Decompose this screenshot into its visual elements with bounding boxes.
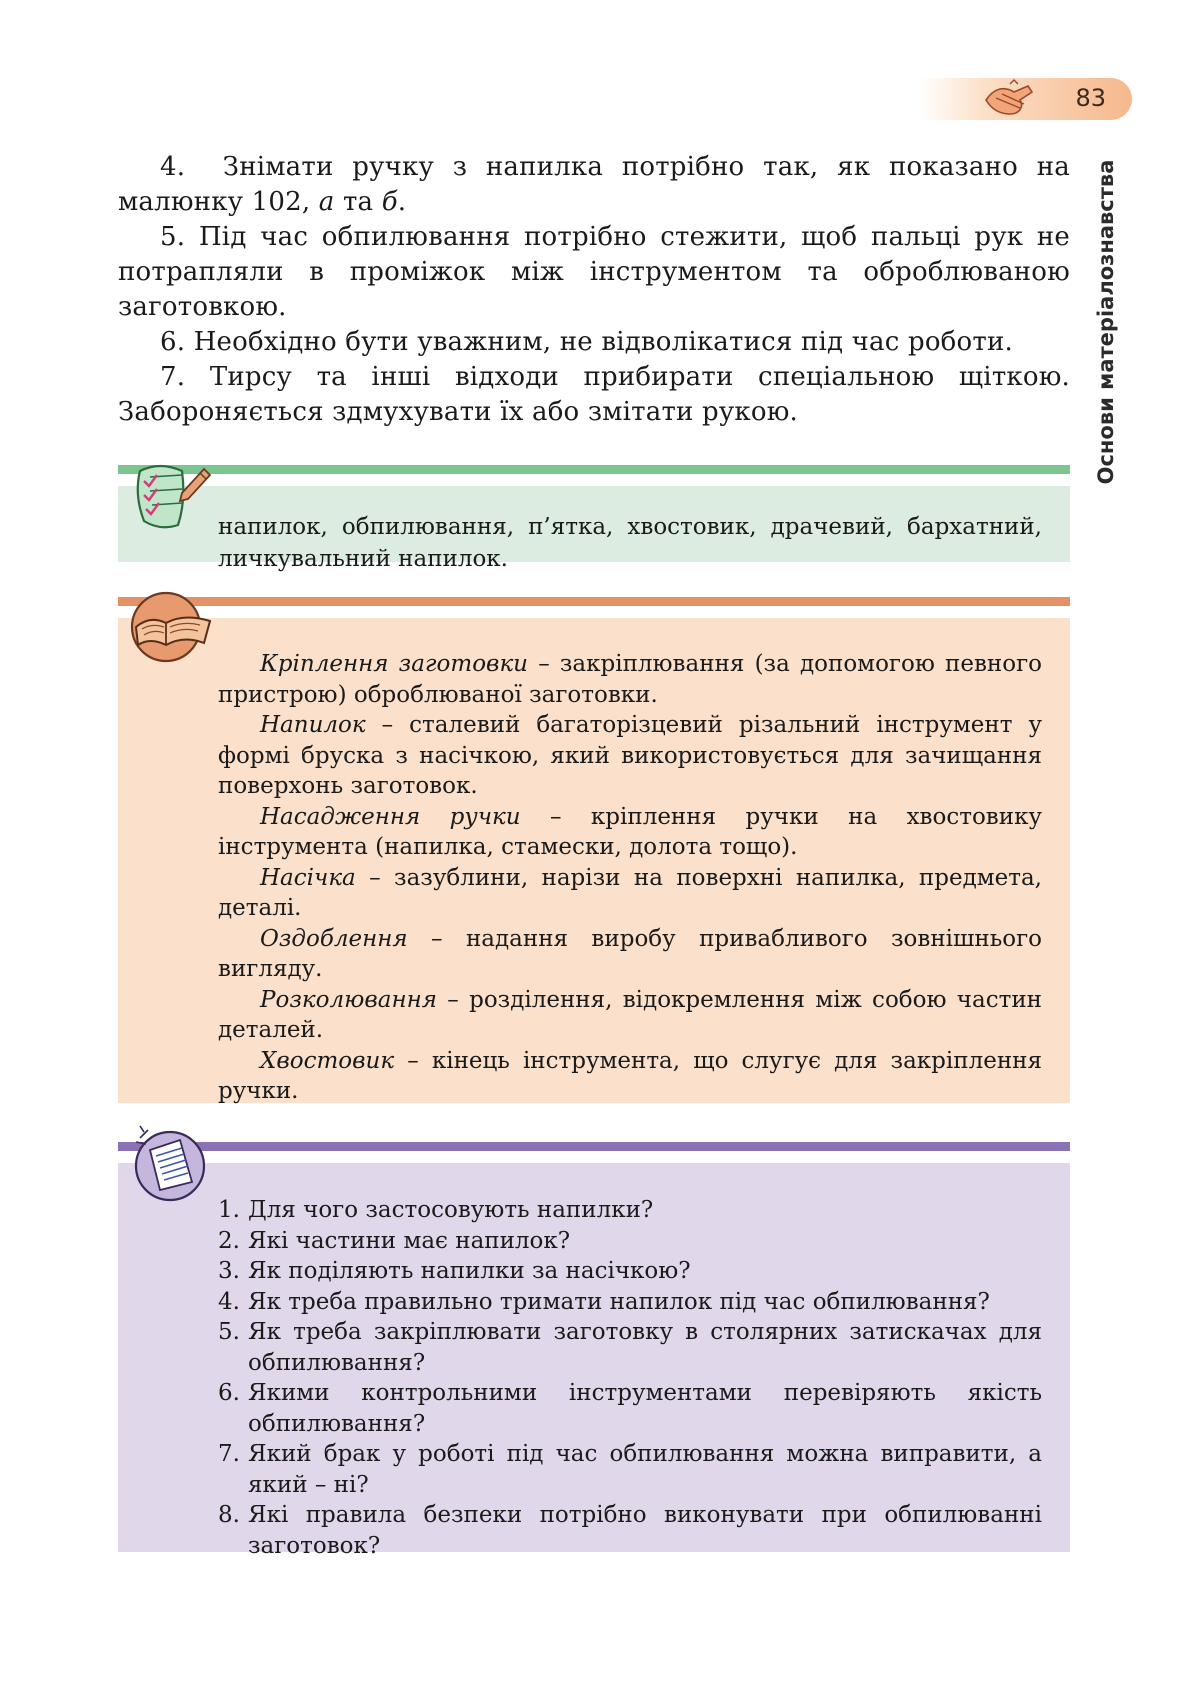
hands-with-tool-icon: [980, 78, 1038, 120]
question-item: 6. Якими контрольними інструментами перевіряють якість обпилювання?: [218, 1380, 1042, 1437]
question-item: 5. Як треба закріплювати заготовку в столярних затискачах для обпилювання?: [218, 1319, 1042, 1376]
document-with-lines-icon: [126, 1120, 216, 1210]
question-item: 4. Як треба правильно тримати напилок під час обпилювання?: [218, 1288, 990, 1315]
question-item: 2. Які частини має напилок?: [218, 1227, 571, 1254]
paragraph: 7. Тирсу та інші відходи прибирати спеціальною щіткою. Забороняється здмухувати їх або змітати рукою.: [118, 362, 1071, 427]
questions-bar: [118, 1142, 1070, 1151]
glossary-panel: [118, 618, 1070, 1103]
questions-panel: [118, 1163, 1070, 1559]
page-number: 83: [1075, 84, 1106, 112]
main-text: [118, 150, 1070, 430]
glossary-bar: [118, 597, 1070, 606]
keywords-bar: [118, 465, 1070, 474]
paragraph: 6. Необхідно бути уважним, не відволікатися під час роботи.: [160, 327, 1013, 357]
glossary-entry: Хвостовик – кінець інструмента, що слугує для закріплення ручки.: [218, 1047, 1042, 1104]
open-book-icon: [126, 587, 222, 667]
questions-list: [218, 1195, 1042, 1561]
glossary-entry: Напилок – сталевий багаторізцевий різальний інструмент у формі бруска з насічкою, який використовується для зачищання поверхонь заготовок.: [218, 712, 1042, 799]
page-number-tab: [920, 78, 1132, 120]
question-item: 3. Як поділяють напилки за насічкою?: [218, 1258, 691, 1284]
checklist-with-pencil-icon: [126, 451, 216, 541]
section-title-text: Основи матеріалознавства: [1094, 159, 1118, 485]
glossary-entry: Оздоблення – надання виробу привабливого зовнішнього вигляду.: [218, 925, 1042, 982]
glossary-entry: Насадження ручки – кріплення ручки на хвостовику інструмента (напилка, стамески, долота тощо).: [218, 803, 1042, 860]
question-item: 8. Які правила безпеки потрібно виконувати при обпилюванні заготовок?: [218, 1502, 1042, 1559]
section-side-title: [1088, 152, 1124, 492]
glossary-entry: Розколювання – розділення, відокремлення між собою частин деталей.: [218, 986, 1042, 1043]
question-item: 7. Який брак у роботі під час обпилювання можна виправити, а який – ні?: [218, 1441, 1042, 1498]
glossary-entry: Насічка – зазублини, нарізи на поверхні напилка, предмета, деталі.: [218, 864, 1042, 921]
paragraph: 5. Під час обпилювання потрібно стежити, щоб пальці рук не потрапляли в проміжок між інструментом та оброблюваною заготовкою.: [118, 222, 1071, 322]
keywords-panel: [118, 486, 1070, 572]
glossary-box: [118, 597, 1070, 1103]
keywords-box: [118, 465, 1070, 572]
questions-box: [118, 1142, 1070, 1559]
question-item: 1. Для чого застосовують напилки?: [218, 1197, 654, 1223]
glossary-text: [218, 649, 1042, 1107]
keywords-text: напилок, обпилювання, п’ятка, хвостовик, драчевий, бархатний, личкувальний напилок.: [218, 514, 1042, 572]
paragraph: 4. Знімати ручку з напилка потрібно так, як показано на малюнку 102, а та б.: [118, 152, 1071, 217]
glossary-entry: Кріплення заготовки – закріплювання (за допомогою певного пристрою) оброблюваної заготовки.: [218, 651, 1042, 708]
